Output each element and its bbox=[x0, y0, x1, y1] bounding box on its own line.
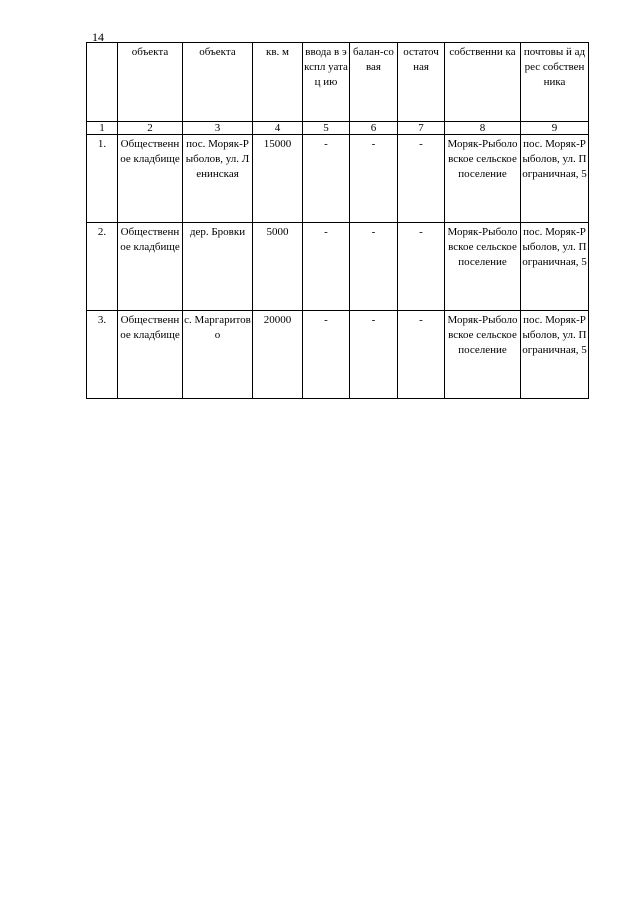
column-number: 4 bbox=[253, 122, 303, 135]
object-address: с. Маргаритово bbox=[183, 311, 253, 399]
header-cell: объекта bbox=[183, 43, 253, 122]
header-cell: почтовы й адрес собствен ника bbox=[521, 43, 589, 122]
owner: Моряк-Рыболовское сельское поселение bbox=[445, 311, 521, 399]
residual-value: - bbox=[398, 135, 445, 223]
column-number: 8 bbox=[445, 122, 521, 135]
object-address: пос. Моряк-Рыболов, ул. Ленинская bbox=[183, 135, 253, 223]
object-area: 5000 bbox=[253, 223, 303, 311]
column-number: 1 bbox=[87, 122, 118, 135]
residual-value: - bbox=[398, 223, 445, 311]
column-number: 3 bbox=[183, 122, 253, 135]
owner: Моряк-Рыболовское сельское поселение bbox=[445, 223, 521, 311]
table-header-row bbox=[87, 43, 589, 122]
column-number: 6 bbox=[350, 122, 398, 135]
table-row bbox=[87, 223, 589, 311]
row-number: 3. bbox=[87, 311, 118, 399]
header-cell: кв. м bbox=[253, 43, 303, 122]
column-number-row bbox=[87, 122, 589, 135]
balance-value: - bbox=[350, 223, 398, 311]
page-number: 14 bbox=[92, 30, 104, 44]
object-type: Общественное кладбище bbox=[118, 311, 183, 399]
balance-value: - bbox=[350, 311, 398, 399]
commission-year: - bbox=[303, 223, 350, 311]
row-number: 1. bbox=[87, 135, 118, 223]
balance-value: - bbox=[350, 135, 398, 223]
owner-postal-address: пос. Моряк-Рыболов, ул. Пограничная, 5 bbox=[521, 223, 589, 311]
column-number: 7 bbox=[398, 122, 445, 135]
header-cell: собственни ка bbox=[445, 43, 521, 122]
column-number: 5 bbox=[303, 122, 350, 135]
header-cell: остаточ ная bbox=[398, 43, 445, 122]
header-cell: балан-совая bbox=[350, 43, 398, 122]
object-type: Общественное кладбище bbox=[118, 135, 183, 223]
owner-postal-address: пос. Моряк-Рыболов, ул. Пограничная, 5 bbox=[521, 311, 589, 399]
object-area: 20000 bbox=[253, 311, 303, 399]
header-cell: ввода в экспл уатац ию bbox=[303, 43, 350, 122]
object-area: 15000 bbox=[253, 135, 303, 223]
object-address: дер. Бровки bbox=[183, 223, 253, 311]
table-row bbox=[87, 311, 589, 399]
owner: Моряк-Рыболовское сельское поселение bbox=[445, 135, 521, 223]
commission-year: - bbox=[303, 135, 350, 223]
header-cell bbox=[87, 43, 118, 122]
object-type: Общественное кладбище bbox=[118, 223, 183, 311]
column-number: 2 bbox=[118, 122, 183, 135]
residual-value: - bbox=[398, 311, 445, 399]
row-number: 2. bbox=[87, 223, 118, 311]
commission-year: - bbox=[303, 311, 350, 399]
registry-table bbox=[86, 42, 589, 399]
table-row bbox=[87, 135, 589, 223]
owner-postal-address: пос. Моряк-Рыболов, ул. Пограничная, 5 bbox=[521, 135, 589, 223]
header-cell: объекта bbox=[118, 43, 183, 122]
column-number: 9 bbox=[521, 122, 589, 135]
